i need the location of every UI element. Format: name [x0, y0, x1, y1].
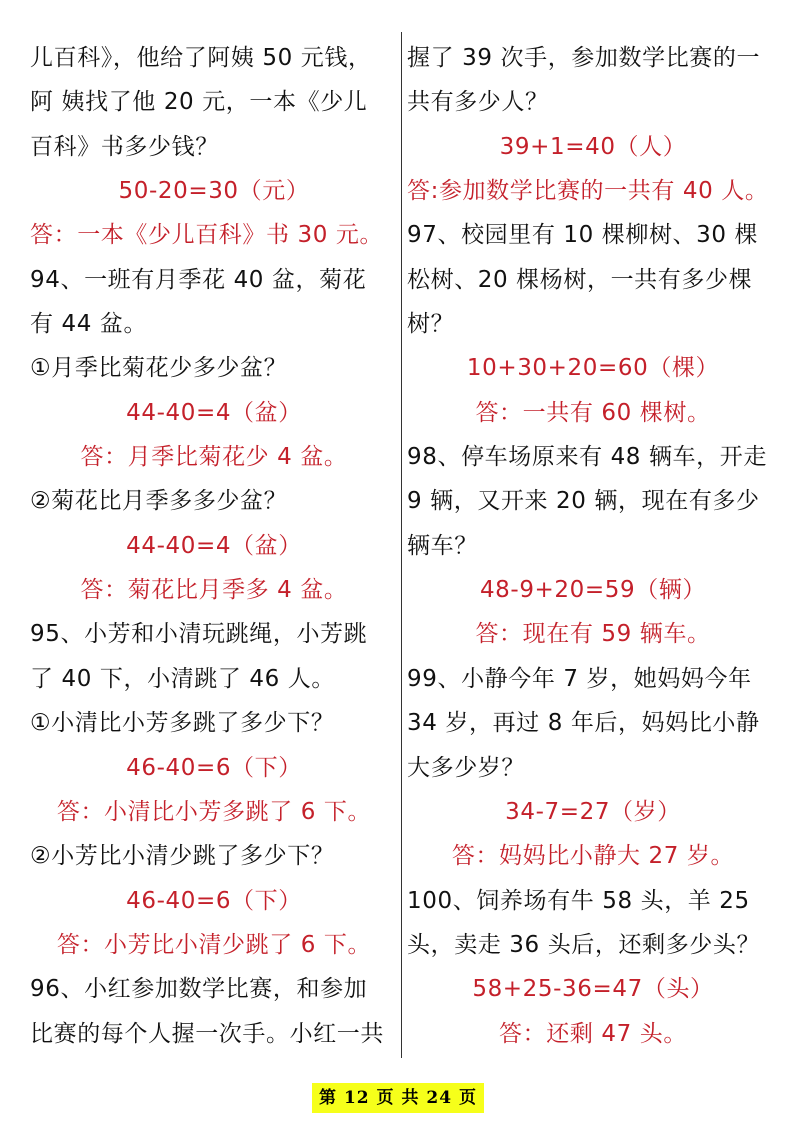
answer-line: 答：小芳比小清少跳了 6 下。	[56, 931, 372, 958]
answer-line: 答:参加数学比赛的一共有 40 人。	[407, 178, 769, 205]
question-line: 比赛的每个人握一次手。小红一共	[30, 1020, 384, 1047]
equation-line: 39+1=40（人）	[499, 133, 687, 160]
question-line: 百科》书多少钱？	[30, 133, 219, 160]
question-line: 有 44 盆。	[30, 311, 148, 338]
answer-line: 答：一共有 60 棵树。	[475, 399, 711, 426]
question-line: 松树、20 棵杨树，一共有多少棵	[407, 266, 753, 293]
answer-line: 答：一本《少儿百科》书 30 元。	[30, 222, 384, 249]
question-line: ②菊花比月季多多少盆？	[30, 488, 288, 515]
question-line: 握了 39 次手，参加数学比赛的一	[407, 45, 761, 71]
question-line: 大多少岁？	[407, 754, 525, 781]
answer-line: 答：还剩 47 头。	[499, 1020, 687, 1047]
answer-line: 答：妈妈比小静大 27 岁。	[451, 843, 735, 870]
answer-line: 答：现在有 59 辆车。	[475, 621, 711, 648]
question-line: 了 40 下，小清跳了 46 人。	[30, 665, 335, 692]
equation-line: 46-40=6（下）	[126, 754, 302, 781]
question-line: 97、校园里有 10 棵柳树、30 棵	[407, 222, 759, 249]
equation-line: 58+25-36=47（头）	[472, 976, 714, 1003]
question-line: 98、停车场原来有 48 辆车，开走	[407, 444, 767, 471]
equation-line: 44-40=4（盆）	[126, 399, 302, 426]
question-line: 34 岁，再过 8 年后，妈妈比小静	[407, 710, 760, 737]
question-line: 树？	[407, 311, 455, 338]
question-line: 阿 姨找了他 20 元，一本《少儿	[30, 89, 368, 116]
right-column	[407, 36, 779, 1056]
question-line: 95、小芳和小清玩跳绳，小芳跳	[30, 621, 368, 648]
question-line: 头，卖走 36 头后，还剩多少头？	[407, 931, 761, 958]
question-line: 儿百科》，他给了阿姨 50 元钱，	[30, 45, 372, 71]
left-column	[30, 36, 398, 1056]
question-line: 共有多少人？	[407, 89, 549, 116]
equation-line: 44-40=4（盆）	[126, 532, 302, 559]
equation-line: 46-40=6（下）	[126, 887, 302, 914]
question-line: 99、小静今年 7 岁，她妈妈今年	[407, 665, 752, 692]
question-line: ①小清比小芳多跳了多少下？	[30, 710, 335, 737]
question-line: 100、饲养场有牛 58 头，羊 25	[407, 887, 750, 914]
page-number-footer: 第 12 页 共 24 页	[312, 1083, 484, 1113]
question-line: 9 辆，又开来 20 辆，现在有多少	[407, 488, 760, 515]
equation-line: 48-9+20=59（辆）	[479, 577, 707, 604]
equation-line: 50-20=30（元）	[118, 178, 310, 205]
question-line: ①月季比菊花少多少盆？	[30, 355, 288, 382]
answer-line: 答：月季比菊花少 4 盆。	[80, 444, 348, 471]
answer-line: 答：小清比小芳多跳了 6 下。	[56, 798, 372, 825]
equation-line: 10+30+20=60（棵）	[466, 355, 720, 382]
question-line: 辆车？	[407, 532, 478, 559]
question-line: 94、一班有月季花 40 盆，菊花	[30, 266, 367, 293]
equation-line: 34-7=27（岁）	[505, 798, 681, 825]
question-line: 96、小红参加数学比赛，和参加	[30, 976, 368, 1003]
question-line: ②小芳比小清少跳了多少下？	[30, 843, 335, 870]
answer-line: 答：菊花比月季多 4 盆。	[80, 577, 348, 604]
column-divider	[401, 32, 402, 1058]
